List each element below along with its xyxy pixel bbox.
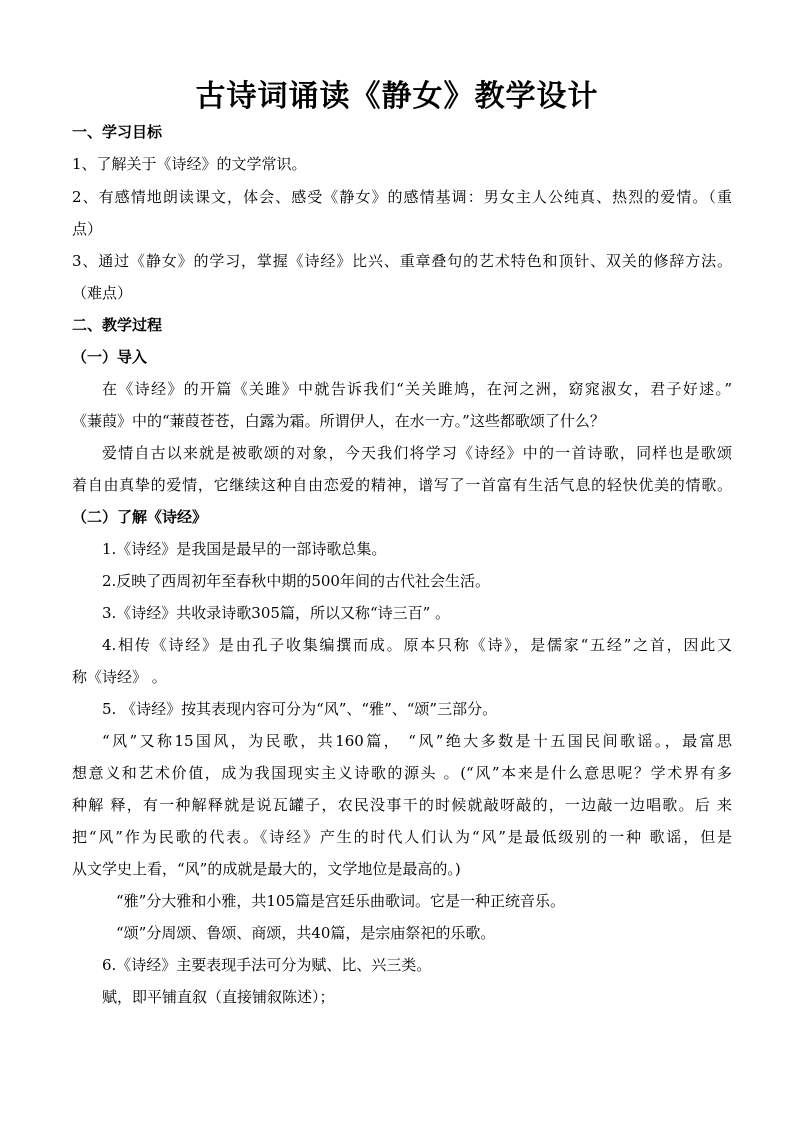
section-heading-process: 二、教学过程 [72, 316, 163, 334]
feng-paragraph-cont-1: 想意义和艺术价值，成为我国现实主义诗歌的源头 。(“风”本来是什么意思呢？学术界有多 [72, 764, 732, 782]
intro-paragraph-2-cont: 着自由真挚的爱情，它继续这种自由恋爱的精神，谱写了一首富有生活气息的轻快优美的情歌。 [72, 476, 732, 494]
intro-paragraph-1: 在《诗经》的开篇《关雎》中就告诉我们“关关雎鸠，在河之洲，窈窕淑女，君子好逑。” [102, 380, 732, 398]
goal-item-2-cont: 点） [72, 220, 103, 238]
feng-paragraph-cont-4: 从文学史上看，“风”的成就是最大的，文学地位是最高的。) [72, 860, 461, 878]
shijing-item-1: 1.《诗经》是我国是最早的一部诗歌总集。 [102, 540, 387, 558]
ya-paragraph: “雅”分大雅和小雅，共105篇是宫廷乐曲歌词。它是一种正统音乐。 [116, 892, 565, 910]
shijing-item-5: 5. 《诗经》按其表现内容可分为“风”、“雅”、“颂”三部分。 [102, 700, 498, 718]
subheading-shijing: （二）了解《诗经》 [72, 508, 208, 526]
shijing-item-2: 2.反映了西周初年至春秋中期的500年间的古代社会生活。 [102, 572, 490, 590]
document-title: 古诗词诵读《静女》教学设计 [195, 79, 599, 114]
song-paragraph: “颂”分周颂、鲁颂、商颂，共40篇，是宗庙祭祀的乐歌。 [116, 924, 496, 942]
feng-paragraph-cont-3: 把“风”作为民歌的代表。《诗经》产生的时代人们认为“风”是最低级别的一种 歌谣，但是 [72, 828, 732, 846]
shijing-item-3: 3.《诗经》共收录诗歌305篇，所以又称“诗三百” 。 [102, 604, 451, 622]
section-heading-goals: 一、学习目标 [72, 123, 163, 141]
goal-item-3: 3、通过《静女》的学习，掌握《诗经》比兴、重章叠句的艺术特色和顶针、双关的修辞方法。 [72, 252, 732, 270]
goal-item-1: 1、了解关于《诗经》的文学常识。 [72, 155, 307, 173]
subheading-intro: （一）导入 [72, 348, 148, 366]
shijing-item-4-cont: 称《诗经》 。 [72, 668, 167, 686]
feng-paragraph: “风”又称15国风，为民歌，共160篇， “风”绝大多数是十五国民间歌谣。，最富思 [102, 732, 732, 750]
intro-paragraph-1-cont: 《蒹葭》中的“蒹葭苍苍，白露为霜。所谓伊人，在水一方。”这些都歌颂了什么？ [72, 412, 605, 430]
shijing-item-6: 6.《诗经》主要表现手法可分为赋、比、兴三类。 [102, 956, 432, 974]
goal-item-3-cont: （难点） [72, 284, 133, 302]
fu-definition: 赋，即平铺直叙（直接铺叙陈述）； [102, 988, 335, 1006]
goal-item-2: 2、有感情地朗读课文，体会、感受《静女》的感情基调：男女主人公纯真、热烈的爱情。（重 [72, 188, 732, 206]
feng-paragraph-cont-2: 种解 释，有一种解释就是说瓦罐子，农民没事干的时候就敲呀敲的，一边敲一边唱歌。后 来 [72, 796, 732, 814]
shijing-item-4: 4.相传《诗经》是由孔子收集编撰而成。原本只称《诗》，是儒家“五经”之首，因此又 [102, 636, 732, 654]
intro-paragraph-2: 爱情自古以来就是被歌颂的对象，今天我们将学习《诗经》中的一首诗歌，同样也是歌颂 [102, 444, 732, 462]
